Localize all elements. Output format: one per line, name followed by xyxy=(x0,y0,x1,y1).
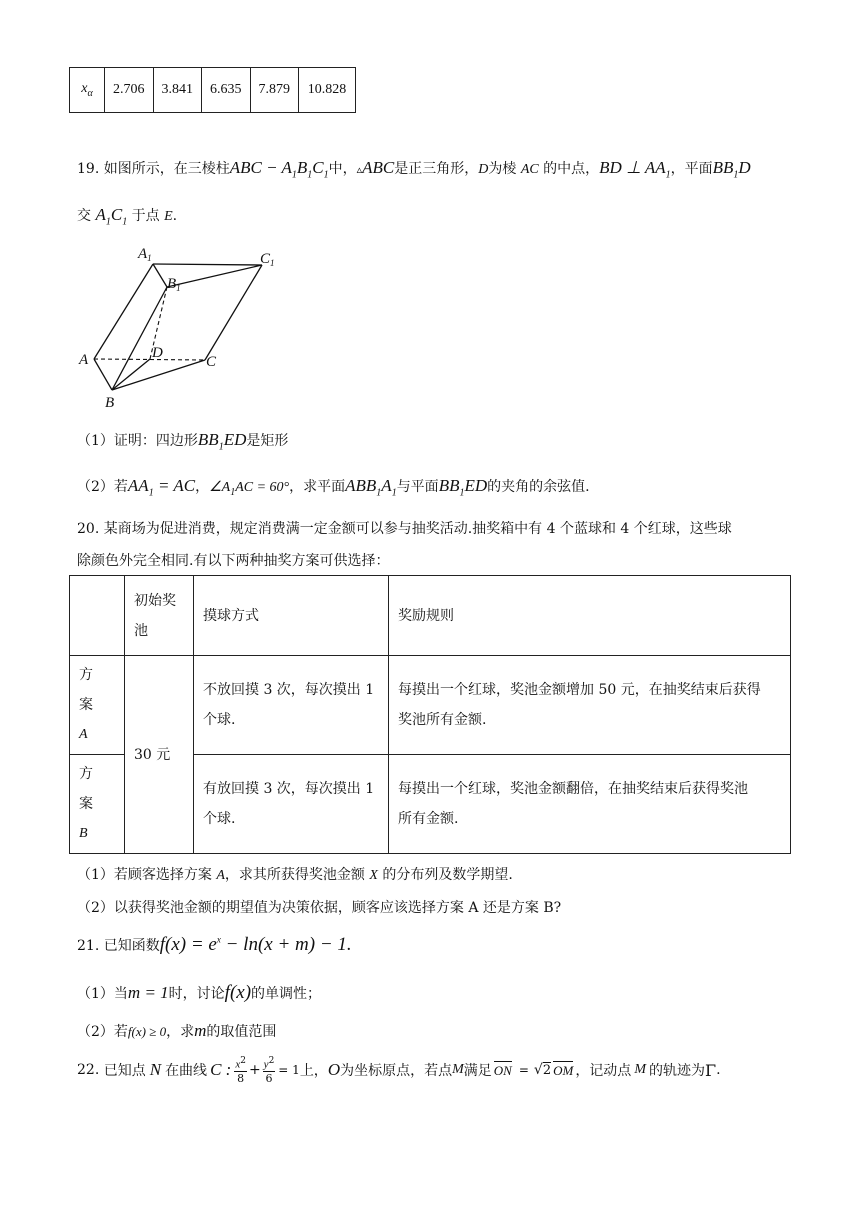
math-plus: + xyxy=(248,1062,261,1078)
question-number: 19. xyxy=(77,161,100,177)
text: 为棱 xyxy=(488,161,517,177)
text: 在曲线 xyxy=(165,1063,208,1079)
table-cell xyxy=(194,755,389,854)
text: 的夹角的余弦值. xyxy=(487,479,590,495)
part-number: （2）若 xyxy=(77,1024,128,1040)
q19-line2 xyxy=(77,205,177,227)
text: （1）若顾客选择方案 xyxy=(77,867,217,883)
text: 若 xyxy=(113,479,128,495)
math-text: BB xyxy=(712,158,734,177)
text: 除颜色外完全相同.有以下两种抽奖方案可供选择： xyxy=(77,553,390,569)
text: 已知函数 xyxy=(103,938,160,954)
math-o: O xyxy=(327,1060,341,1079)
text: 上， xyxy=(299,1063,328,1079)
table-header-row xyxy=(70,576,791,656)
table-cell: 6.635 xyxy=(202,68,251,113)
math-plane2: $BB_1ED$ xyxy=(438,476,488,499)
math-gamma: Γ xyxy=(704,1060,717,1080)
math-text: ABC − A xyxy=(229,158,292,177)
math-n: N xyxy=(149,1060,162,1079)
table-cell xyxy=(70,755,125,854)
rule-text: 所有金额. xyxy=(398,811,459,827)
text: 中， xyxy=(328,161,357,177)
math-text: BB xyxy=(197,430,219,449)
math-exp: x xyxy=(216,934,221,945)
math-text: C xyxy=(110,205,123,224)
rule-text: 每摸出一个红球，奖池金额增加 50 元，在抽奖结束后获得 xyxy=(398,682,761,698)
prism-figure xyxy=(70,240,290,415)
q19-part2 xyxy=(77,476,590,498)
numerator: $x^2$ xyxy=(235,1055,246,1071)
denominator: 6 xyxy=(265,1072,273,1086)
scheme-letter: A xyxy=(79,727,88,742)
label-sub: α xyxy=(87,87,93,99)
math-ac: AC xyxy=(520,162,539,177)
math-text: f(x) = e xyxy=(159,934,217,955)
text: 是矩形 xyxy=(246,433,289,449)
q21-part1 xyxy=(77,982,321,1004)
math-m: m xyxy=(194,1021,207,1040)
edge-a1b1 xyxy=(153,264,167,287)
table-cell xyxy=(70,656,125,755)
question-number: 20. xyxy=(77,521,100,537)
text: 的分布列及数学期望. xyxy=(377,867,513,883)
math-e: E xyxy=(164,209,173,224)
table-header-cell xyxy=(70,576,125,656)
math-text: C xyxy=(312,158,324,177)
q19-line1 xyxy=(77,158,751,180)
table-label-cell xyxy=(70,68,105,113)
math-triangle: ABC xyxy=(362,158,395,177)
q20-line2 xyxy=(77,550,389,570)
text: 是正三角形， xyxy=(394,161,479,177)
math-eq: = 1 xyxy=(278,1063,300,1077)
label-c: C xyxy=(206,354,217,370)
table-header-cell xyxy=(125,576,194,656)
table-cell: 3.841 xyxy=(153,68,202,113)
math-text: ∠A xyxy=(209,480,231,495)
q22-line xyxy=(77,1050,721,1090)
math-cond: f(x) ≥ 0 xyxy=(127,1024,167,1039)
math-perp: BD ⊥ $AA_1$ xyxy=(599,158,671,181)
text: 于点 xyxy=(131,208,160,224)
math-text: B xyxy=(296,158,308,177)
scheme-name: 方 案 xyxy=(79,766,105,812)
text: ， xyxy=(195,479,210,495)
edge-ab xyxy=(94,359,112,390)
text: 的中点， xyxy=(543,161,600,177)
question-number: 21. xyxy=(77,938,100,954)
math-a1c1: $A_1C_1$ xyxy=(95,205,128,228)
math-text: = AC xyxy=(153,476,196,495)
fraction-y xyxy=(263,1055,276,1086)
math-eq: = xyxy=(518,1063,529,1077)
math-plane1: $ABB_1A_1$ xyxy=(345,476,397,499)
table-cell: 7.879 xyxy=(250,68,299,113)
vector-om: OM xyxy=(553,1063,574,1078)
math-plane: $BB_1D$ xyxy=(712,158,751,181)
text: 交 xyxy=(77,208,91,224)
table-cell: 10.828 xyxy=(299,68,356,113)
label-c1: $C_1$ xyxy=(260,251,275,268)
scheme-letter: B xyxy=(79,826,88,841)
math-text: D xyxy=(738,158,751,177)
text: 的单调性； xyxy=(251,986,322,1002)
text: 与平面 xyxy=(396,479,439,495)
part-number: （1）当 xyxy=(77,986,128,1002)
q20-part2 xyxy=(77,897,561,917)
table-cell xyxy=(194,656,389,755)
part-number: （2） xyxy=(77,479,114,495)
rule-text: 每摸出一个红球，奖池金额翻倍，在抽奖结束后获得奖池 xyxy=(398,781,748,797)
math-text: BD ⊥ AA xyxy=(599,158,666,177)
text: 已知点 xyxy=(103,1063,146,1079)
q21-line xyxy=(77,934,352,956)
text: 某商场为促进消费，规定消费满一定金额可以参与抽奖活动.抽奖箱中有 4 个蓝球和 4 个红球，这些球 xyxy=(103,521,732,537)
text: ，平面 xyxy=(670,161,713,177)
table-row xyxy=(70,68,356,113)
text: ，求其所获得奖池金额 xyxy=(224,867,370,883)
math-prism: ABC − $A_1B_1C_1$ xyxy=(229,158,329,181)
math-root: 2 xyxy=(542,1063,552,1078)
scheme-name: 方 案 xyxy=(79,667,105,713)
math-text: AA xyxy=(127,476,149,495)
text: ，求平面 xyxy=(289,479,346,495)
edge-a1c1 xyxy=(153,264,262,265)
table-cell xyxy=(389,755,791,854)
table-cell-pool: 30 元 xyxy=(125,656,194,854)
math-cond: m = 1 xyxy=(127,983,169,1002)
text: 的取值范围 xyxy=(206,1024,277,1040)
header-text: 初始奖 xyxy=(134,592,176,609)
text: ，记动点 xyxy=(575,1063,632,1079)
text: . xyxy=(172,208,178,224)
part-number: （1） xyxy=(77,433,114,449)
math-text: BB xyxy=(438,476,460,495)
q19-part1 xyxy=(77,430,288,452)
sqrt-symbol: √ xyxy=(533,1062,543,1078)
math-c: C : xyxy=(210,1060,232,1079)
critical-value-table xyxy=(69,67,356,113)
vector-on: ON xyxy=(493,1063,512,1078)
math-text: ED xyxy=(223,430,247,449)
edge-a1a xyxy=(94,264,153,359)
math-text: A xyxy=(95,205,106,224)
scheme-table xyxy=(69,575,791,854)
header-text: 池 xyxy=(134,622,148,639)
denominator: 8 xyxy=(237,1072,245,1086)
numerator: $y^2$ xyxy=(263,1055,275,1071)
math-text: ABB xyxy=(345,476,377,495)
math-text: A xyxy=(381,476,392,495)
math-m: M xyxy=(452,1062,464,1077)
table-header-cell: 奖励规则 xyxy=(389,576,791,656)
table-row xyxy=(70,656,791,755)
question-number: 22. xyxy=(77,1062,100,1078)
method-text: 不放回摸 3 次，每次摸出 1 xyxy=(203,682,375,698)
edge-b1c1 xyxy=(167,265,262,287)
text: 时，讨论 xyxy=(168,986,225,1002)
math-text: − ln(x + m) − 1. xyxy=(220,934,352,955)
math-function xyxy=(160,934,352,955)
math-a: A xyxy=(216,868,225,883)
method-text: 个球. xyxy=(203,811,236,827)
q20-line1 xyxy=(77,518,732,538)
table-cell: 2.706 xyxy=(105,68,154,113)
math-d: D xyxy=(478,162,489,177)
method-text: 有放回摸 3 次，每次摸出 1 xyxy=(203,781,375,797)
text: 如图所示，在三棱柱 xyxy=(103,161,230,177)
text: 满足 xyxy=(463,1063,492,1079)
edge-bd xyxy=(112,359,150,390)
math-text: x xyxy=(235,1058,241,1071)
label-d: D xyxy=(152,345,163,361)
table-header-cell: 摸球方式 xyxy=(194,576,389,656)
math-eq: $AA_1$ = AC xyxy=(127,476,196,499)
fraction-x xyxy=(234,1055,247,1086)
table-cell xyxy=(389,656,791,755)
label-b1: $B_1$ xyxy=(167,276,181,293)
text: （2）以获得奖池金额的期望值为决策依据，顾客应该选择方案 A 还是方案 B? xyxy=(77,900,562,916)
triangle-symbol: ▵ xyxy=(356,163,363,176)
math-text: ED xyxy=(464,476,488,495)
label-a1: $A_1$ xyxy=(138,246,152,263)
label-b: B xyxy=(105,395,115,411)
math-text: y xyxy=(263,1058,269,1071)
math-m: M xyxy=(634,1062,646,1077)
math-x: X xyxy=(369,868,378,883)
text: 为坐标原点，若点 xyxy=(340,1063,453,1079)
label-a: A xyxy=(79,352,89,368)
text: ，求 xyxy=(166,1024,195,1040)
text: . xyxy=(716,1062,721,1078)
math-angle: $\angle A_1AC = 60^\circ$ xyxy=(209,480,290,498)
method-text: 个球. xyxy=(203,712,236,728)
math-quad: $BB_1ED$ xyxy=(197,430,247,453)
q20-part1 xyxy=(77,864,513,884)
q21-part2 xyxy=(77,1021,276,1041)
text: 证明：四边形 xyxy=(113,433,198,449)
math-text: AC = 60° xyxy=(235,480,290,495)
rule-text: 奖池所有金额. xyxy=(398,712,487,728)
text: 的轨迹为 xyxy=(648,1063,705,1079)
label-x: x xyxy=(81,81,88,97)
edge-c1c xyxy=(205,265,262,360)
math-f: f(x) xyxy=(224,982,252,1003)
